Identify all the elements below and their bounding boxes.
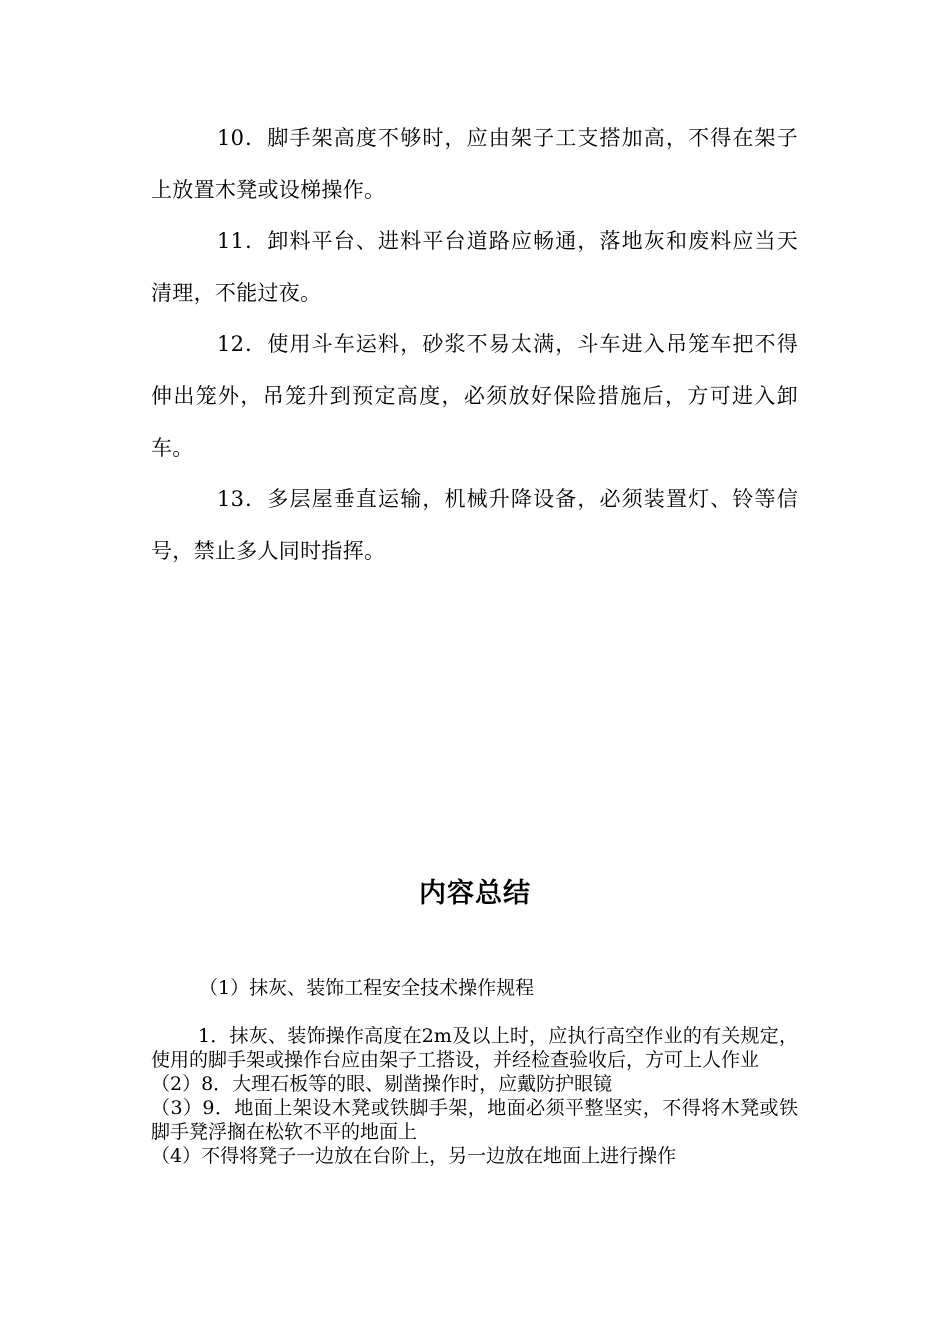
summary-item: （4）不得将凳子一边放在台阶上，另一边放在地面上进行操作 [151, 1145, 677, 1167]
summary-subtitle: （1）抹灰、装饰工程安全技术操作规程 [199, 977, 535, 999]
summary-item: （2）8．大理石板等的眼、剔凿操作时，应戴防护眼镜 [151, 1073, 613, 1095]
paragraph-11: 11．卸料平台、进料平台道路应畅通，落地灰和废料应当天清理，不能过夜。 [151, 229, 798, 305]
summary-list [151, 1024, 798, 1168]
paragraph-10: 10．脚手架高度不够时，应由架子工支搭加高，不得在架子上放置木凳或设梯操作。 [151, 126, 798, 202]
summary-title: 内容总结 [419, 878, 531, 909]
summary-item: （3）9．地面上架设木凳或铁脚手架，地面必须平整坚实，不得将木凳或铁脚手凳浮搁在松软不平的地面上 [151, 1097, 798, 1143]
paragraph-12: 12．使用斗车运料，砂浆不易太满，斗车进入吊笼车把不得伸出笼外，吊笼升到预定高度，必须放好保险措施后，方可进入卸车。 [151, 332, 798, 460]
summary-item: 1．抹灰、装饰操作高度在2m及以上时，应执行高空作业的有关规定，使用的脚手架或操作台应由架子工搭设，并经检查验收后，方可上人作业 [151, 1025, 798, 1071]
paragraph-13: 13．多层屋垂直运输，机械升降设备，必须装置灯、铃等信号，禁止多人同时指挥。 [151, 487, 798, 563]
